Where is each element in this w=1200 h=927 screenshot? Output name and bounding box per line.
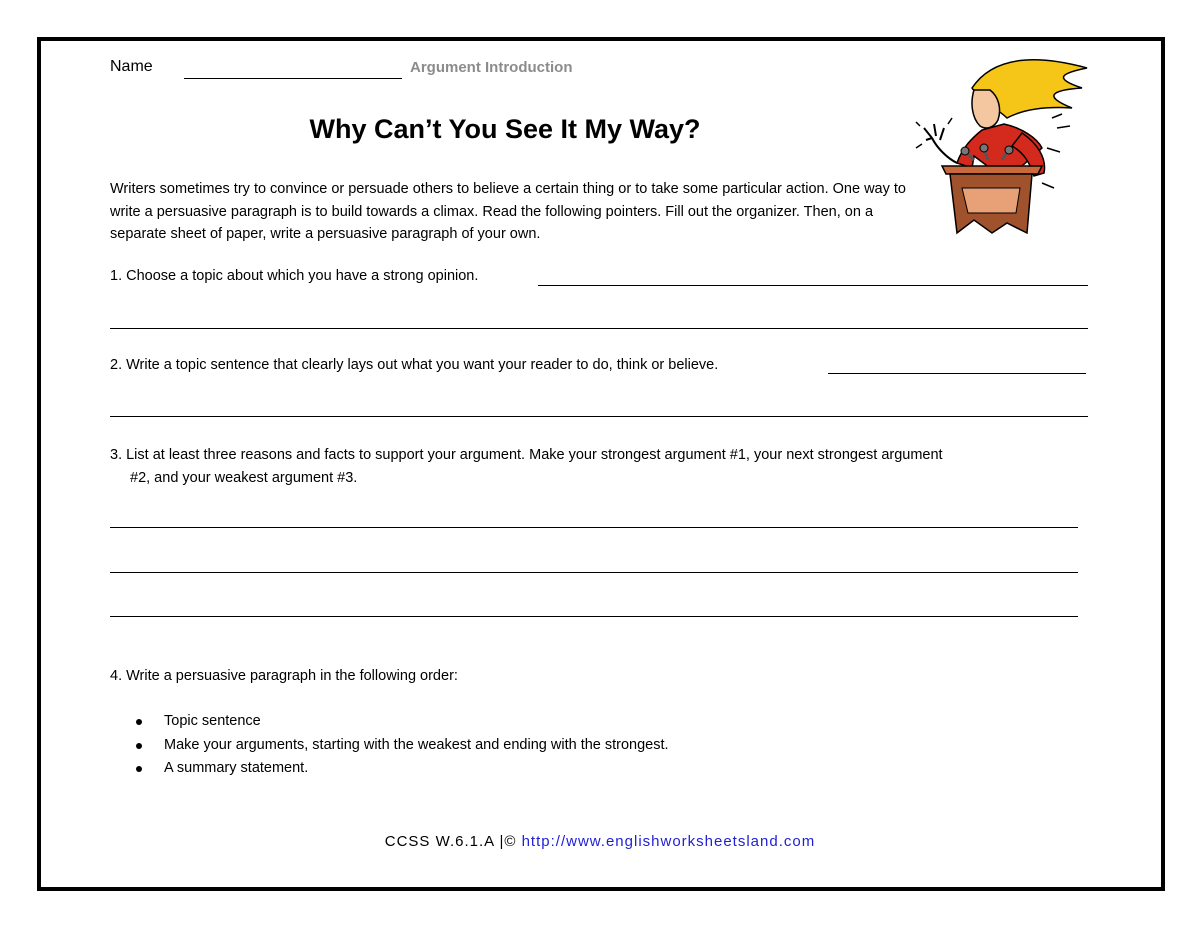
answer-line[interactable] <box>110 572 1078 573</box>
answer-line[interactable] <box>110 328 1088 329</box>
speaker-at-podium-illustration <box>912 48 1092 238</box>
bullet-icon <box>136 743 142 749</box>
answer-line[interactable] <box>110 416 1088 417</box>
answer-line[interactable] <box>110 616 1078 617</box>
footer <box>0 833 1200 850</box>
name-blank-line[interactable] <box>184 78 402 79</box>
name-label: Name <box>110 58 153 75</box>
question-3-line-2: #2, and your weakest argument #3. <box>130 470 358 486</box>
list-item: Topic sentence <box>134 710 669 734</box>
list-item: Make your arguments, starting with the weakest and ending with the strongest. <box>134 734 669 758</box>
question-4: 4. Write a persuasive paragraph in the following order: <box>110 668 458 684</box>
intro-paragraph: Writers sometimes try to convince or persuade others to believe a certain thing or to take some particular action. One way to write a persuasive paragraph is to build towards a climax. Read the following pointers. Fill out the organizer. Then, on a separate sheet of paper, write a persuasive paragraph of your own. <box>110 181 906 242</box>
answer-line[interactable] <box>828 373 1086 374</box>
footer-link[interactable]: http://www.englishworksheetsland.com <box>521 833 816 850</box>
paragraph-order-list <box>134 710 669 781</box>
question-3 <box>110 444 1090 490</box>
question-1: 1. Choose a topic about which you have a strong opinion. <box>110 268 479 284</box>
footer-standard: CCSS W.6.1.A |© <box>384 833 517 850</box>
question-3-line-1: 3. List at least three reasons and facts to support your argument. Make your strongest argument #1, your next strongest argument <box>110 447 943 463</box>
worksheet-subtitle: Argument Introduction <box>410 59 573 76</box>
page-title: Why Can’t You See It My Way? <box>309 114 701 144</box>
bullet-icon <box>136 766 142 772</box>
question-2: 2. Write a topic sentence that clearly lays out what you want your reader to do, think or believe. <box>110 357 719 373</box>
bullet-icon <box>136 719 142 725</box>
answer-line[interactable] <box>538 285 1088 286</box>
answer-line[interactable] <box>110 527 1078 528</box>
list-item: A summary statement. <box>134 757 669 781</box>
